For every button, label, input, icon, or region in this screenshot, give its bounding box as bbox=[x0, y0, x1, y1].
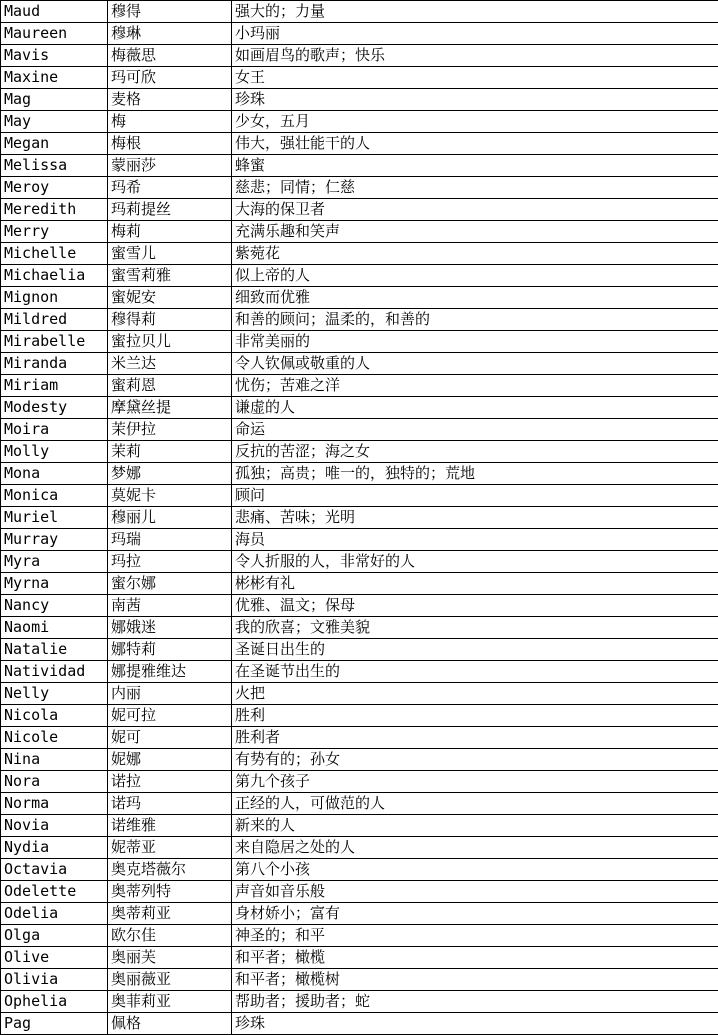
english-name-cell: Megan bbox=[1, 133, 108, 155]
chinese-name-cell: 梅 bbox=[108, 111, 232, 133]
table-row bbox=[1, 705, 718, 727]
chinese-name-cell: 梅莉 bbox=[108, 221, 232, 243]
table-row bbox=[1, 265, 718, 287]
chinese-name-cell: 穆得 bbox=[108, 1, 232, 23]
meaning-cell: 慈悲；同情；仁慈 bbox=[232, 177, 718, 199]
english-name-cell: Muriel bbox=[1, 507, 108, 529]
meaning-cell: 似上帝的人 bbox=[232, 265, 718, 287]
meaning-cell: 令人钦佩或敬重的人 bbox=[232, 353, 718, 375]
meaning-cell: 大海的保卫者 bbox=[232, 199, 718, 221]
chinese-name-cell: 莫妮卡 bbox=[108, 485, 232, 507]
english-name-cell: Norma bbox=[1, 793, 108, 815]
meaning-cell: 海员 bbox=[232, 529, 718, 551]
chinese-name-cell: 蜜雪莉雅 bbox=[108, 265, 232, 287]
meaning-cell: 谦虚的人 bbox=[232, 397, 718, 419]
meaning-cell: 火把 bbox=[232, 683, 718, 705]
english-name-cell: Olivia bbox=[1, 969, 108, 991]
english-name-cell: Mavis bbox=[1, 45, 108, 67]
meaning-cell: 孤独；高贵；唯一的，独特的；荒地 bbox=[232, 463, 718, 485]
english-name-cell: Nicola bbox=[1, 705, 108, 727]
meaning-cell: 非常美丽的 bbox=[232, 331, 718, 353]
english-name-cell: Melissa bbox=[1, 155, 108, 177]
chinese-name-cell: 蜜雪儿 bbox=[108, 243, 232, 265]
chinese-name-cell: 穆丽儿 bbox=[108, 507, 232, 529]
english-name-cell: Nina bbox=[1, 749, 108, 771]
english-name-cell: Murray bbox=[1, 529, 108, 551]
meaning-cell: 忧伤；苦难之洋 bbox=[232, 375, 718, 397]
table-row bbox=[1, 551, 718, 573]
english-name-cell: Odelia bbox=[1, 903, 108, 925]
table-row bbox=[1, 23, 718, 45]
meaning-cell: 第八个小孩 bbox=[232, 859, 718, 881]
table-row bbox=[1, 925, 718, 947]
meaning-cell: 悲痛、苦味；光明 bbox=[232, 507, 718, 529]
table-row bbox=[1, 969, 718, 991]
table-row bbox=[1, 441, 718, 463]
table-row bbox=[1, 221, 718, 243]
table-row bbox=[1, 661, 718, 683]
english-name-cell: Nancy bbox=[1, 595, 108, 617]
meaning-cell: 强大的；力量 bbox=[232, 1, 718, 23]
table-row bbox=[1, 111, 718, 133]
english-name-cell: Molly bbox=[1, 441, 108, 463]
meaning-cell: 帮助者；援助者；蛇 bbox=[232, 991, 718, 1013]
chinese-name-cell: 蜜尔娜 bbox=[108, 573, 232, 595]
english-name-cell: Nydia bbox=[1, 837, 108, 859]
meaning-cell: 胜利者 bbox=[232, 727, 718, 749]
meaning-cell: 在圣诞节出生的 bbox=[232, 661, 718, 683]
table-row bbox=[1, 771, 718, 793]
english-name-cell: Michelle bbox=[1, 243, 108, 265]
meaning-cell: 小玛丽 bbox=[232, 23, 718, 45]
meaning-cell: 声音如音乐般 bbox=[232, 881, 718, 903]
chinese-name-cell: 蜜拉贝儿 bbox=[108, 331, 232, 353]
table-row bbox=[1, 485, 718, 507]
chinese-name-cell: 诺拉 bbox=[108, 771, 232, 793]
chinese-name-cell: 梅根 bbox=[108, 133, 232, 155]
english-name-cell: Maureen bbox=[1, 23, 108, 45]
english-name-cell: Moira bbox=[1, 419, 108, 441]
meaning-cell: 顾问 bbox=[232, 485, 718, 507]
chinese-name-cell: 诺玛 bbox=[108, 793, 232, 815]
english-name-cell: Maxine bbox=[1, 67, 108, 89]
meaning-cell: 紫菀花 bbox=[232, 243, 718, 265]
chinese-name-cell: 娜娥迷 bbox=[108, 617, 232, 639]
table-row bbox=[1, 199, 718, 221]
meaning-cell: 蜂蜜 bbox=[232, 155, 718, 177]
chinese-name-cell: 妮娜 bbox=[108, 749, 232, 771]
chinese-name-cell: 穆琳 bbox=[108, 23, 232, 45]
table-row bbox=[1, 463, 718, 485]
chinese-name-cell: 蜜妮安 bbox=[108, 287, 232, 309]
meaning-cell: 优雅、温文；保母 bbox=[232, 595, 718, 617]
meaning-cell: 神圣的；和平 bbox=[232, 925, 718, 947]
table-row bbox=[1, 375, 718, 397]
english-name-cell: Miriam bbox=[1, 375, 108, 397]
meaning-cell: 少女，五月 bbox=[232, 111, 718, 133]
english-name-cell: Olive bbox=[1, 947, 108, 969]
table-row bbox=[1, 683, 718, 705]
meaning-cell: 圣诞日出生的 bbox=[232, 639, 718, 661]
meaning-cell: 细致而优雅 bbox=[232, 287, 718, 309]
table-row bbox=[1, 617, 718, 639]
english-name-cell: Maud bbox=[1, 1, 108, 23]
english-name-cell: Mignon bbox=[1, 287, 108, 309]
english-name-cell: Novia bbox=[1, 815, 108, 837]
meaning-cell: 女王 bbox=[232, 67, 718, 89]
english-name-cell: Meroy bbox=[1, 177, 108, 199]
english-name-cell: Natalie bbox=[1, 639, 108, 661]
chinese-name-cell: 梅薇思 bbox=[108, 45, 232, 67]
chinese-name-cell: 穆得莉 bbox=[108, 309, 232, 331]
chinese-name-cell: 奥克塔薇尔 bbox=[108, 859, 232, 881]
meaning-cell: 珍珠 bbox=[232, 89, 718, 111]
english-name-cell: Nicole bbox=[1, 727, 108, 749]
meaning-cell: 反抗的苦涩；海之女 bbox=[232, 441, 718, 463]
english-name-cell: Odelette bbox=[1, 881, 108, 903]
english-name-cell: May bbox=[1, 111, 108, 133]
chinese-name-cell: 妮蒂亚 bbox=[108, 837, 232, 859]
table-row bbox=[1, 353, 718, 375]
table-row bbox=[1, 859, 718, 881]
meaning-cell: 和平者；橄榄树 bbox=[232, 969, 718, 991]
english-name-cell: Miranda bbox=[1, 353, 108, 375]
chinese-name-cell: 内丽 bbox=[108, 683, 232, 705]
meaning-cell: 和平者；橄榄 bbox=[232, 947, 718, 969]
english-name-cell: Natividad bbox=[1, 661, 108, 683]
meaning-cell: 彬彬有礼 bbox=[232, 573, 718, 595]
chinese-name-cell: 奥蒂莉亚 bbox=[108, 903, 232, 925]
english-name-cell: Naomi bbox=[1, 617, 108, 639]
english-name-cell: Myrna bbox=[1, 573, 108, 595]
table-row bbox=[1, 133, 718, 155]
chinese-name-cell: 南茜 bbox=[108, 595, 232, 617]
chinese-name-cell: 奥丽薇亚 bbox=[108, 969, 232, 991]
table-row bbox=[1, 155, 718, 177]
meaning-cell: 第九个孩子 bbox=[232, 771, 718, 793]
english-name-cell: Michaelia bbox=[1, 265, 108, 287]
english-name-cell: Ophelia bbox=[1, 991, 108, 1013]
chinese-name-cell: 米兰达 bbox=[108, 353, 232, 375]
english-name-cell: Mirabelle bbox=[1, 331, 108, 353]
chinese-name-cell: 奥丽芙 bbox=[108, 947, 232, 969]
table-row bbox=[1, 837, 718, 859]
chinese-name-cell: 奥菲莉亚 bbox=[108, 991, 232, 1013]
meaning-cell: 和善的顾问；温柔的，和善的 bbox=[232, 309, 718, 331]
chinese-name-cell: 茉莉 bbox=[108, 441, 232, 463]
table-row bbox=[1, 573, 718, 595]
english-name-cell: Mildred bbox=[1, 309, 108, 331]
table-row bbox=[1, 881, 718, 903]
meaning-cell: 身材娇小；富有 bbox=[232, 903, 718, 925]
names-table-body bbox=[1, 1, 718, 1035]
table-row bbox=[1, 595, 718, 617]
chinese-name-cell: 妮可 bbox=[108, 727, 232, 749]
table-row bbox=[1, 815, 718, 837]
table-row bbox=[1, 67, 718, 89]
english-name-cell: Merry bbox=[1, 221, 108, 243]
meaning-cell: 新来的人 bbox=[232, 815, 718, 837]
table-row bbox=[1, 507, 718, 529]
english-name-cell: Modesty bbox=[1, 397, 108, 419]
table-row bbox=[1, 727, 718, 749]
table-row bbox=[1, 1013, 718, 1035]
table-row bbox=[1, 991, 718, 1013]
table-row bbox=[1, 89, 718, 111]
chinese-name-cell: 茉伊拉 bbox=[108, 419, 232, 441]
table-row bbox=[1, 309, 718, 331]
english-name-cell: Octavia bbox=[1, 859, 108, 881]
chinese-name-cell: 玛拉 bbox=[108, 551, 232, 573]
table-row bbox=[1, 639, 718, 661]
chinese-name-cell: 玛希 bbox=[108, 177, 232, 199]
chinese-name-cell: 佩格 bbox=[108, 1013, 232, 1035]
chinese-name-cell: 麦格 bbox=[108, 89, 232, 111]
chinese-name-cell: 诺维雅 bbox=[108, 815, 232, 837]
table-row bbox=[1, 419, 718, 441]
english-name-cell: Olga bbox=[1, 925, 108, 947]
english-name-cell: Myra bbox=[1, 551, 108, 573]
meaning-cell: 正经的人，可做范的人 bbox=[232, 793, 718, 815]
chinese-name-cell: 娜特莉 bbox=[108, 639, 232, 661]
table-row bbox=[1, 1, 718, 23]
meaning-cell: 伟大，强壮能干的人 bbox=[232, 133, 718, 155]
table-row bbox=[1, 397, 718, 419]
meaning-cell: 有势有的；孙女 bbox=[232, 749, 718, 771]
table-row bbox=[1, 529, 718, 551]
meaning-cell: 我的欣喜；文雅美貌 bbox=[232, 617, 718, 639]
table-row bbox=[1, 749, 718, 771]
table-row bbox=[1, 243, 718, 265]
english-name-cell: Meredith bbox=[1, 199, 108, 221]
meaning-cell: 充满乐趣和笑声 bbox=[232, 221, 718, 243]
chinese-name-cell: 玛瑞 bbox=[108, 529, 232, 551]
english-name-cell: Mona bbox=[1, 463, 108, 485]
chinese-name-cell: 奥蒂列特 bbox=[108, 881, 232, 903]
table-row bbox=[1, 793, 718, 815]
table-row bbox=[1, 903, 718, 925]
meaning-cell: 胜利 bbox=[232, 705, 718, 727]
chinese-name-cell: 妮可拉 bbox=[108, 705, 232, 727]
table-row bbox=[1, 177, 718, 199]
meaning-cell: 珍珠 bbox=[232, 1013, 718, 1035]
chinese-name-cell: 蒙丽莎 bbox=[108, 155, 232, 177]
english-name-cell: Nora bbox=[1, 771, 108, 793]
english-name-cell: Nelly bbox=[1, 683, 108, 705]
table-row bbox=[1, 287, 718, 309]
table-row bbox=[1, 331, 718, 353]
english-name-cell: Mag bbox=[1, 89, 108, 111]
chinese-name-cell: 娜提雅维达 bbox=[108, 661, 232, 683]
chinese-name-cell: 摩黛丝提 bbox=[108, 397, 232, 419]
meaning-cell: 令人折服的人，非常好的人 bbox=[232, 551, 718, 573]
chinese-name-cell: 玛莉提丝 bbox=[108, 199, 232, 221]
table-row bbox=[1, 947, 718, 969]
chinese-name-cell: 玛可欣 bbox=[108, 67, 232, 89]
english-name-cell: Pag bbox=[1, 1013, 108, 1035]
meaning-cell: 如画眉鸟的歌声；快乐 bbox=[232, 45, 718, 67]
chinese-name-cell: 梦娜 bbox=[108, 463, 232, 485]
english-name-cell: Monica bbox=[1, 485, 108, 507]
table-row bbox=[1, 45, 718, 67]
chinese-name-cell: 欧尔佳 bbox=[108, 925, 232, 947]
chinese-name-cell: 蜜莉恩 bbox=[108, 375, 232, 397]
meaning-cell: 来自隐居之处的人 bbox=[232, 837, 718, 859]
meaning-cell: 命运 bbox=[232, 419, 718, 441]
